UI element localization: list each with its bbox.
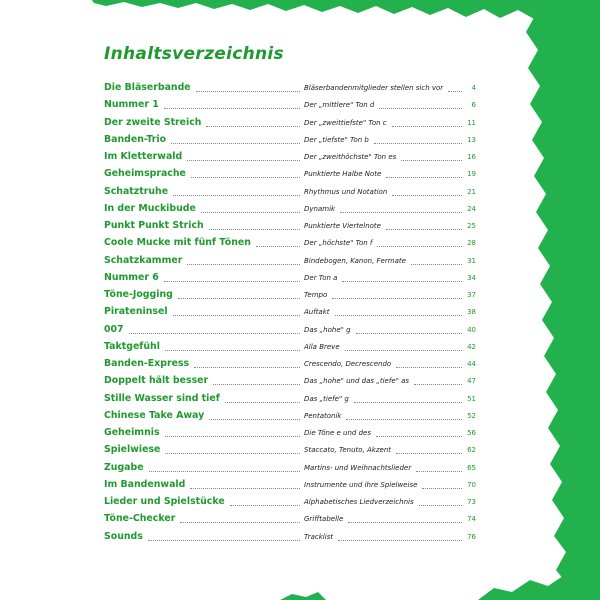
- dot-leader: [340, 212, 462, 213]
- entry-page-number: 24: [467, 204, 476, 213]
- dot-leader: [338, 540, 462, 541]
- dot-leader: [379, 108, 462, 109]
- entry-description: Bindebogen, Kanon, Fermate: [304, 257, 409, 265]
- entry-title: Lieder und Spielstücke: [104, 496, 228, 507]
- toc-entry[interactable]: [104, 150, 479, 167]
- entry-page-number: 44: [467, 360, 476, 368]
- dot-leader: [392, 195, 462, 196]
- entry-description: Die Töne e und des: [304, 429, 374, 437]
- entry-description: Grifftabelle: [304, 515, 346, 523]
- dot-leader: [173, 315, 300, 316]
- toc-entry[interactable]: [104, 202, 479, 219]
- entry-page-number: 6: [471, 101, 476, 110]
- entry-title: Schatzkammer: [104, 255, 185, 266]
- dot-leader: [256, 246, 300, 247]
- toc-entry[interactable]: [104, 305, 479, 322]
- entry-title: Im Bandenwald: [104, 479, 188, 490]
- entry-description: Rhythmus und Notation: [304, 188, 390, 196]
- dot-leader: [213, 384, 300, 385]
- toc-entry[interactable]: [104, 116, 479, 133]
- dot-leader: [386, 229, 462, 230]
- dot-leader: [401, 160, 462, 161]
- toc-entry[interactable]: [104, 495, 479, 512]
- dot-leader: [422, 488, 462, 489]
- entry-description: Der Ton a: [304, 274, 340, 282]
- dot-leader: [377, 246, 462, 247]
- dot-leader: [148, 540, 300, 541]
- dot-leader: [448, 91, 462, 92]
- entry-page-number: 16: [467, 153, 476, 161]
- toc-entry[interactable]: [104, 443, 479, 460]
- entry-title: Der zweite Streich: [104, 117, 204, 128]
- toc-entry[interactable]: [104, 271, 479, 288]
- toc-entry[interactable]: [104, 426, 479, 443]
- entry-title: Geheimsprache: [104, 168, 189, 179]
- entry-title: Chinese Take Away: [104, 410, 207, 421]
- toc-entry[interactable]: [104, 530, 479, 547]
- dot-leader: [165, 350, 300, 351]
- dot-leader: [196, 91, 300, 92]
- toc-entry[interactable]: [104, 461, 479, 478]
- entry-description: Der „tiefste" Ton b: [304, 136, 372, 144]
- entry-page-number: 56: [467, 429, 476, 437]
- toc-entry[interactable]: [104, 288, 479, 305]
- dot-leader: [187, 264, 300, 265]
- dot-leader: [164, 108, 300, 109]
- entry-page-number: 74: [467, 515, 476, 524]
- entry-title: Töne-Jogging: [104, 289, 176, 300]
- entry-title: 007: [104, 324, 127, 335]
- entry-page-number: 62: [467, 446, 476, 455]
- entry-page-number: 76: [467, 532, 476, 541]
- bottom-center-shape: [280, 592, 326, 600]
- toc-entry[interactable]: [104, 323, 479, 340]
- entry-description: Der „zweittiefste" Ton c: [304, 119, 390, 127]
- dot-leader: [165, 436, 300, 437]
- entry-title: Geheimnis: [104, 427, 163, 438]
- dot-leader: [386, 177, 462, 178]
- dot-leader: [173, 195, 300, 196]
- entry-description: Der „höchste" Ton f: [304, 239, 375, 247]
- dot-leader: [342, 281, 462, 282]
- dot-leader: [206, 126, 300, 127]
- dot-leader: [190, 488, 300, 489]
- dot-leader: [354, 402, 462, 403]
- dot-leader: [129, 333, 300, 334]
- entry-page-number: 28: [467, 239, 476, 248]
- page-title: Inhaltsverzeichnis: [104, 44, 284, 64]
- entry-page-number: 51: [467, 394, 476, 403]
- entry-description: Staccato, Tenuto, Akzent: [304, 446, 394, 454]
- entry-title: Taktgefühl: [104, 341, 163, 352]
- entry-title: Im Kletterwald: [104, 151, 185, 162]
- entry-title: Nummer 6: [104, 272, 162, 283]
- toc-entry[interactable]: [104, 133, 479, 150]
- toc-entry[interactable]: [104, 340, 479, 357]
- entry-title: Pirateninsel: [104, 306, 171, 317]
- dot-leader: [345, 350, 462, 351]
- entry-description: Alla Breve: [304, 343, 343, 351]
- entry-title: Zugabe: [104, 462, 147, 473]
- entry-page-number: 38: [467, 308, 476, 317]
- toc-entry[interactable]: [104, 512, 479, 529]
- dot-leader: [416, 471, 462, 472]
- dot-leader: [376, 436, 462, 437]
- dot-leader: [419, 505, 462, 506]
- toc-entry[interactable]: [104, 167, 479, 184]
- toc-list: [104, 81, 479, 547]
- toc-entry[interactable]: [104, 236, 479, 253]
- entry-page-number: 65: [467, 463, 476, 472]
- entry-description: Das „hohe" g: [304, 326, 354, 334]
- entry-page-number: 13: [467, 135, 476, 144]
- toc-entry[interactable]: [104, 409, 479, 426]
- dot-leader: [414, 384, 462, 385]
- entry-page-number: 47: [467, 377, 476, 386]
- entry-description: Pentatonik: [304, 412, 344, 420]
- entry-page-number: 40: [467, 325, 476, 334]
- entry-page-number: 11: [467, 118, 476, 127]
- entry-page-number: 19: [467, 170, 476, 179]
- entry-page-number: 52: [467, 411, 476, 420]
- dot-leader: [396, 453, 462, 454]
- entry-description: Crescendo, Decrescendo: [304, 360, 394, 368]
- dot-leader: [165, 453, 300, 454]
- top-jagged-strip: [92, 0, 600, 24]
- dot-leader: [191, 177, 300, 178]
- entry-page-number: 4: [471, 84, 476, 92]
- entry-description: Punktierte Halbe Note: [304, 170, 384, 178]
- entry-page-number: 31: [467, 256, 476, 265]
- right-jagged-strip: [526, 0, 600, 600]
- entry-title: Banden-Express: [104, 358, 192, 369]
- entry-title: Stille Wasser sind tief: [104, 393, 223, 404]
- dot-leader: [209, 229, 300, 230]
- dot-leader: [178, 298, 300, 299]
- entry-description: Tracklist: [304, 533, 336, 541]
- entry-description: Instrumente und ihre Spielweise: [304, 481, 420, 489]
- dot-leader: [348, 522, 462, 523]
- entry-description: Der „zweithöchste" Ton es: [304, 153, 399, 161]
- dot-leader: [335, 315, 462, 316]
- dot-leader: [180, 522, 300, 523]
- entry-description: Tempo: [304, 291, 330, 299]
- dot-leader: [346, 419, 462, 420]
- toc-entry[interactable]: [104, 185, 479, 202]
- entry-title: Punkt Punkt Strich: [104, 220, 207, 231]
- toc-entry[interactable]: [104, 374, 479, 391]
- entry-title: Doppelt hält besser: [104, 375, 211, 386]
- entry-title: Nummer 1: [104, 99, 162, 110]
- toc-entry[interactable]: [104, 81, 479, 98]
- dot-leader: [396, 367, 462, 368]
- entry-description: Bläserbandenmitglieder stellen sich vor: [304, 84, 446, 92]
- entry-title: Banden-Trio: [104, 134, 169, 145]
- dot-leader: [171, 143, 300, 144]
- toc-entry[interactable]: [104, 254, 479, 271]
- entry-description: Auftakt: [304, 308, 333, 316]
- dot-leader: [209, 419, 300, 420]
- entry-page-number: 70: [467, 480, 476, 489]
- dot-leader: [164, 281, 300, 282]
- entry-description: Alphabetisches Liedverzeichnis: [304, 498, 417, 506]
- dot-leader: [187, 160, 300, 161]
- entry-description: Der „mittlere" Ton d: [304, 101, 377, 109]
- dot-leader: [392, 126, 462, 127]
- entry-title: In der Muckibude: [104, 203, 199, 214]
- entry-page-number: 25: [467, 222, 476, 230]
- dot-leader: [332, 298, 462, 299]
- entry-page-number: 21: [467, 187, 476, 196]
- dot-leader: [230, 505, 300, 506]
- entry-description: Punktierte Viertelnote: [304, 222, 384, 230]
- entry-title: Sounds: [104, 531, 146, 542]
- entry-description: Das „hohe" und das „tiefe" as: [304, 377, 412, 385]
- entry-title: Töne-Checker: [104, 513, 178, 524]
- toc-entry[interactable]: [104, 357, 479, 374]
- toc-entry[interactable]: [104, 219, 479, 236]
- dot-leader: [201, 212, 300, 213]
- entry-page-number: 34: [467, 273, 476, 282]
- dot-leader: [225, 402, 300, 403]
- entry-page-number: 37: [467, 291, 476, 299]
- toc-entry[interactable]: [104, 478, 479, 495]
- toc-entry[interactable]: [104, 98, 479, 115]
- entry-page-number: 73: [467, 498, 476, 506]
- entry-description: Das „tiefe" g: [304, 395, 352, 403]
- dot-leader: [411, 264, 462, 265]
- entry-title: Spielwiese: [104, 444, 163, 455]
- dot-leader: [374, 143, 462, 144]
- entry-page-number: 42: [467, 342, 476, 351]
- entry-title: Die Bläserbande: [104, 82, 194, 93]
- dot-leader: [149, 471, 300, 472]
- entry-description: Martins- und Weihnachtslieder: [304, 464, 414, 472]
- entry-title: Coole Mucke mit fünf Tönen: [104, 237, 254, 248]
- entry-title: Schatztruhe: [104, 186, 171, 197]
- entry-description: Dynamik: [304, 205, 338, 213]
- dot-leader: [356, 333, 462, 334]
- toc-entry[interactable]: [104, 392, 479, 409]
- dot-leader: [194, 367, 300, 368]
